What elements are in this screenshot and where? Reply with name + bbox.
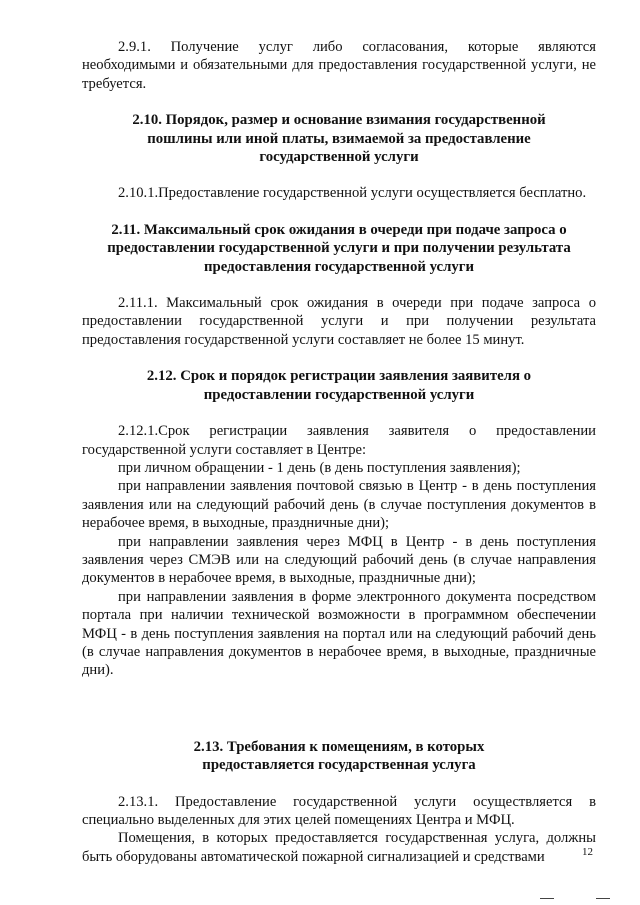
section-heading-2-13: 2.13. Требования к помещениям, в которых предоставляется государственная услуга: [193, 738, 485, 774]
heading-block-2-13: [82, 738, 596, 775]
spacer: [82, 775, 596, 793]
scan-mark-right: [596, 898, 610, 899]
spacer: [82, 349, 596, 367]
heading-block-2-11: [82, 221, 596, 276]
paragraph-2-12-post: при направлении заявления почтовой связью в Центр - в день поступления заявления или на следующий рабочий день (в случае поступления документов в нерабочее время, в выходные, праздничные дни);: [82, 478, 596, 532]
spacer: [82, 166, 596, 184]
section-heading-2-10: 2.10. Порядок, размер и основание взимания государственной пошлины или иной платы, взимаемой за предоставление государственной услуги: [132, 112, 546, 166]
paragraph-2-13-1: 2.13.1. Предоставление государственной услуги осуществляется в специально выделенных для этих целей помещениях Центра и МФЦ.: [82, 793, 596, 828]
paragraph-2-13-premises: Помещения, в которых предоставляется государственная услуга, должны быть оборудованы автоматической пожарной сигнализацией и средствами: [82, 830, 596, 865]
paragraph-2-11-1: 2.11.1. Максимальный срок ожидания в очереди при подаче запроса о предоставлении государственной услуги и при получении результата предоставления государственной услуги составляет не более 15 минут.: [82, 295, 596, 348]
heading-block-2-10: [82, 111, 596, 166]
page-number: 12: [582, 846, 593, 858]
spacer: [82, 93, 596, 111]
paragraph-2-10-1: 2.10.1.Предоставление государственной услуги осуществляется бесплатно.: [118, 185, 587, 202]
paragraph-2-12-mfc: при направлении заявления через МФЦ в Центр - в день поступления заявления через СМЭВ или на следующий рабочий день (в случае направления документов в нерабочее время, в выходные, праздничные дни);: [82, 533, 596, 587]
spacer: [82, 276, 596, 294]
section-heading-2-11: 2.11. Максимальный срок ожидания в очереди при подаче запроса о предоставлении государственной услуги и при получении результата предоставления государственной услуги: [107, 221, 571, 275]
scan-mark-left: [540, 898, 554, 899]
paragraph-2-12-portal: при направлении заявления в форме электронного документа посредством портала при наличии технической возможности в программном обеспечении МФЦ - в день поступления заявления на портал или на следующий рабочий день (в случае направления документов в нерабочее время, в выходные, праздничные дни).: [82, 588, 596, 679]
paragraph-2-12-personal: при личном обращении - 1 день (в день поступления заявления);: [118, 459, 521, 476]
spacer: [82, 203, 596, 221]
paragraph-2-9-1: 2.9.1. Получение услуг либо согласования, которые являются необходимыми и обязательными для предоставления государственной услуги, не требуется.: [82, 39, 596, 92]
section-heading-2-12: 2.12. Срок и порядок регистрации заявления заявителя о предоставлении государственной услуги: [146, 368, 532, 403]
heading-block-2-12: [82, 367, 596, 404]
spacer: [82, 680, 596, 738]
paragraph-2-12-1: 2.12.1.Срок регистрации заявления заявителя о предоставлении государственной услуги составляет в Центре:: [82, 423, 596, 458]
spacer: [82, 404, 596, 422]
document-page: [82, 38, 596, 866]
